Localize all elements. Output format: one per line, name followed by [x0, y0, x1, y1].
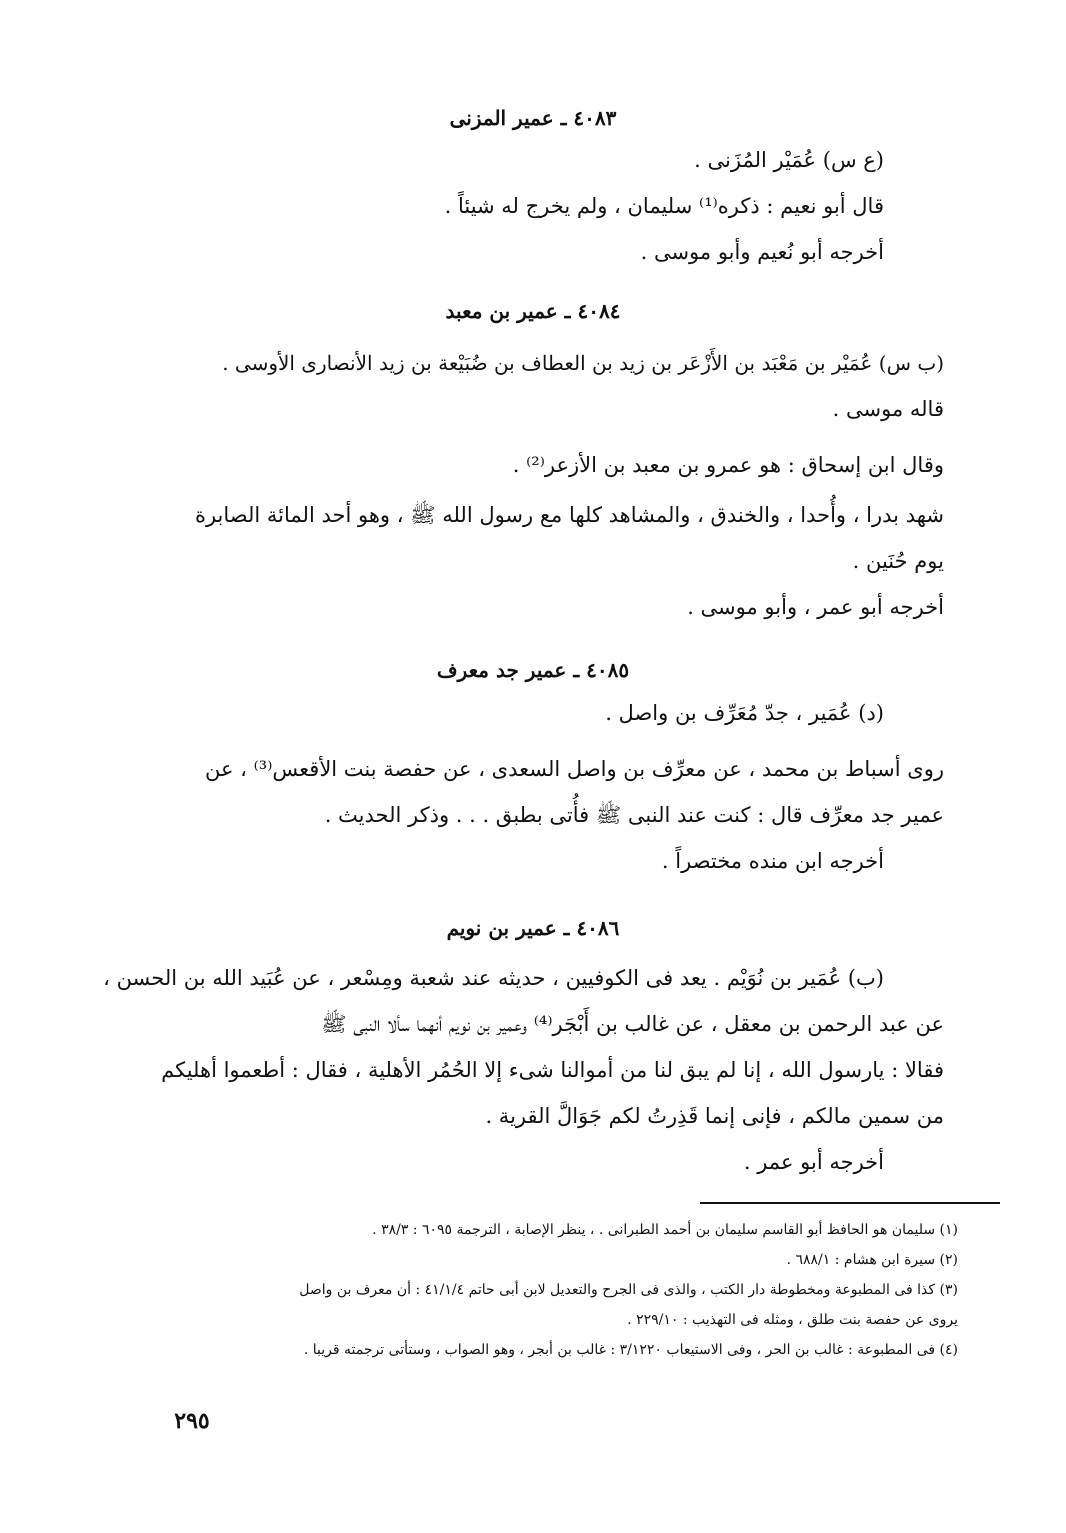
- footnote: (٤) فى المطبوعة : غالب بن الحر ، وفى الاستيعاب ٣/١٢٢٠ : غالب بن أبجر ، وهو الصواب ، وستأتى ترجمته قريبا .: [303, 1342, 958, 1358]
- footnote: (٣) كذا فى المطبوعة ومخطوطة دار الكتب ، والذى فى الجرح والتعديل لابن أبى حاتم ٤١/١/٤ : أن معرف بن واصل: [299, 1282, 958, 1298]
- text-line: فقالا : يارسول الله ، إنا لم يبق لنا من أموالنا شىء إلا الحُمُر الأهلية ، فقال : أطعموا أهليكم: [161, 1058, 944, 1082]
- entry-heading: ٤٠٨٤ ـ عمير بن معبد: [445, 299, 621, 323]
- page-number: ٢٩٥: [174, 1408, 210, 1434]
- text-line: أخرجه ابن منده مختصراً .: [661, 849, 884, 873]
- text-line: (ب س) عُمَيْر بن مَعْبَد بن الأَزْعَر بن زيد بن العطاف بن ضُبَيْعة بن زيد الأنصارى الأوسى .: [222, 351, 944, 375]
- entry-body: [124, 137, 944, 275]
- text-line: من سمين مالكم ، فإنى إنما قَذِرتُ لكم جَوَالَّ القرية .: [485, 1104, 944, 1128]
- footnotes: [108, 1215, 958, 1365]
- text-line: قاله موسى .: [832, 397, 944, 421]
- footnote: (١) سليمان هو الحافظ أبو القاسم سليمان بن أحمد الطبرانى . ، ينظر الإصابة ، الترجمة ٦٠٩٥ : ٣٨/٣ .: [372, 1222, 958, 1238]
- entry-body: [103, 955, 944, 1185]
- text-line: وقال ابن إسحاق : هو عمرو بن معبد بن الأزعر⁽²⁾ .: [512, 453, 944, 477]
- entry-heading: ٤٠٨٥ ـ عمير جد معرف: [436, 658, 630, 682]
- footnote: (٢) سيرة ابن هشام : ٦٨٨/١ .: [786, 1252, 958, 1268]
- text-line: (ع س) عُمَيْر المُزَنى .: [694, 148, 884, 172]
- text-line: أخرجه أبو نُعيم وأبو موسى .: [640, 240, 884, 264]
- text-line: روى أسباط بن محمد ، عن معرِّف بن واصل السعدى ، عن حفصة بنت الأقعس⁽³⁾ ، عن: [204, 757, 944, 781]
- text-line: قال أبو نعيم : ذكره⁽¹⁾ سليمان ، ولم يخرج له شيئاً .: [444, 194, 884, 218]
- text-line: (ب) عُمَير بن نُوَيْم . يعد فى الكوفيين ، حديثه عند شعبة ومِسْعر ، عن عُبَيد الله بن الحسن ،: [103, 966, 884, 990]
- text-line: أخرجه أبو عمر ، وأبو موسى .: [687, 595, 944, 619]
- entry-body: [124, 690, 944, 884]
- entry-body: [124, 340, 944, 630]
- entry-heading: ٤٠٨٣ ـ عمير المزنى: [449, 106, 617, 130]
- text-line: عمير جد معرِّف قال : كنت عند النبى ﷺ فأُتى بطبق . . . وذكر الحديث .: [324, 803, 944, 827]
- text-line: عن عبد الرحمن بن معقل ، عن غالب بن أَبْجَر⁽⁴⁾ وعمير بن نويم أنهما سألا النبى ﷺ: [321, 1012, 944, 1036]
- footnote: يروى عن حفصة بنت طلق ، ومثله فى التهذيب : ٢٢٩/١٠ .: [627, 1312, 958, 1328]
- text-line: شهد بدرا ، وأُحدا ، والخندق ، والمشاهد كلها مع رسول الله ﷺ ، وهو أحد المائة الصابرة: [194, 503, 944, 527]
- text-line: (د) عُمَير ، جدّ مُعَرِّف بن واصل .: [605, 701, 884, 725]
- entry-heading: ٤٠٨٦ ـ عمير بن نويم: [446, 916, 620, 940]
- text-line: يوم حُنَين .: [852, 549, 944, 573]
- footnote-divider: [700, 1202, 1000, 1204]
- text-line: أخرجه أبو عمر .: [743, 1150, 884, 1174]
